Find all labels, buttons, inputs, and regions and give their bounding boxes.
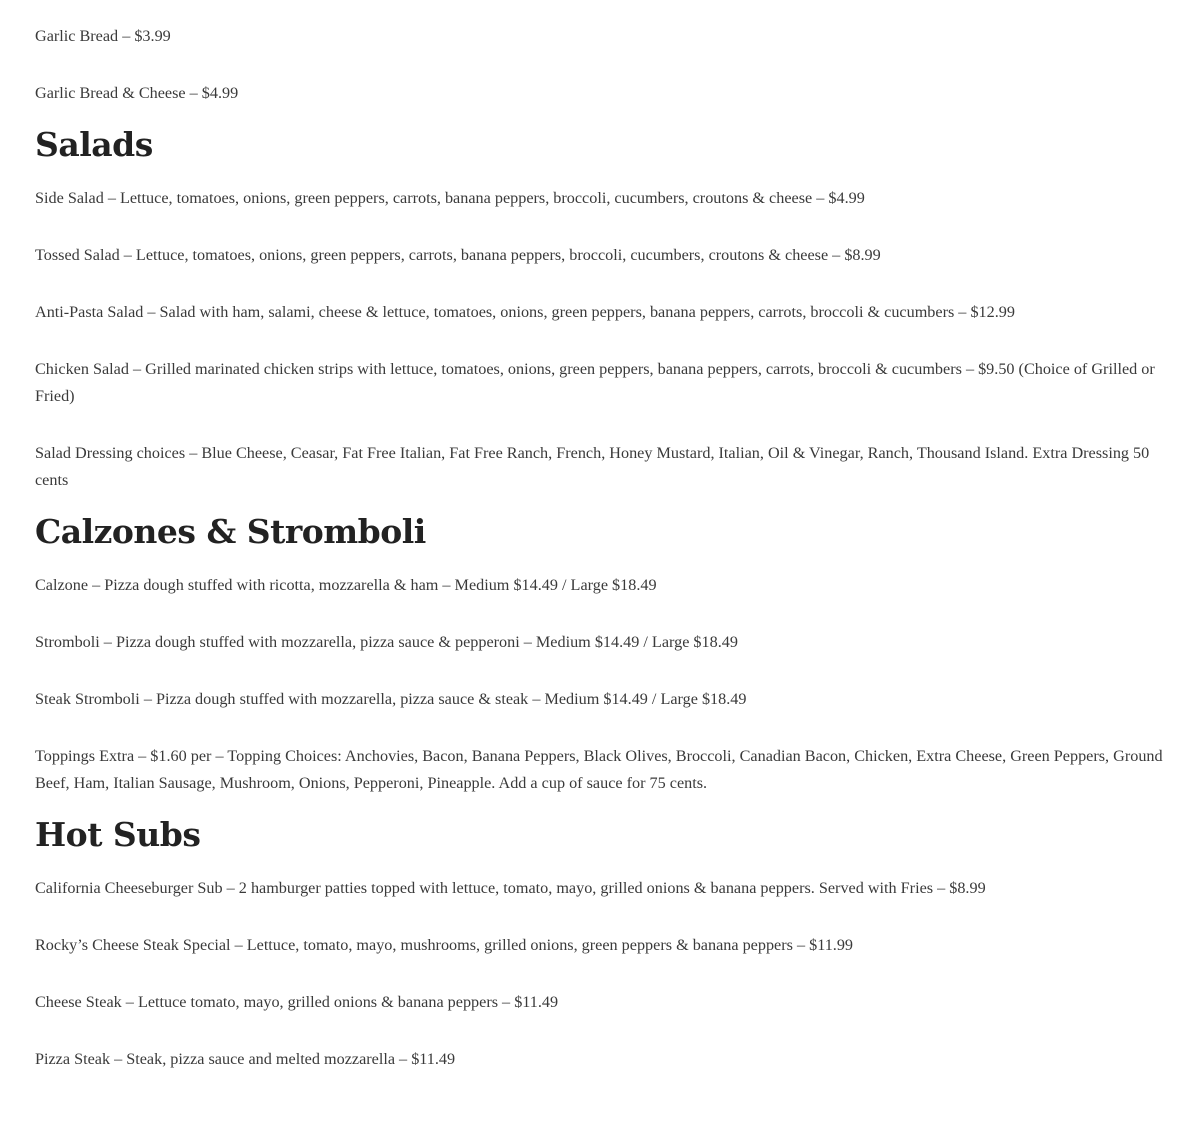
menu-item-pizza-steak: Pizza Steak – Steak, pizza sauce and melted mozzarella – $11.49 [35,1050,456,1068]
menu-item-rockys-cheese-steak-special: Rocky’s Cheese Steak Special – Lettuce, tomato, mayo, mushrooms, grilled onions, green peppers & banana peppers – $11.99 [35,936,854,954]
menu-item-toppings-extra: Toppings Extra – $1.60 per – Topping Choices: Anchovies, Bacon, Banana Peppers, Black Olives, Broccoli, Canadian Bacon, Chicken, Extra Cheese, Green Peppers, Ground Beef, Ham, Italian Sausage, Mushroom, Onions, Pepperoni, Pineapple. Add a cup of sauce for 75 cents. [35,747,1163,792]
menu-item-stromboli: Stromboli – Pizza dough stuffed with mozzarella, pizza sauce & pepperoni – Medium $14.49 / Large $18.49 [35,633,738,651]
menu-item-side-salad: Side Salad – Lettuce, tomatoes, onions, green peppers, carrots, banana peppers, broccoli, cucumbers, croutons & cheese – $4.99 [35,189,865,207]
menu-item-calzone: Calzone – Pizza dough stuffed with ricotta, mozzarella & ham – Medium $14.49 / Large $18.49 [35,576,657,594]
menu-item-steak-stromboli: Steak Stromboli – Pizza dough stuffed with mozzarella, pizza sauce & steak – Medium $14.49 / Large $18.49 [35,690,747,708]
menu-item-california-cheeseburger-sub: California Cheeseburger Sub – 2 hamburger patties topped with lettuce, tomato, mayo, grilled onions & banana peppers. Served with Fries – $8.99 [35,879,986,897]
menu-content [35,0,1170,1103]
menu-item-garlic-bread: Garlic Bread – $3.99 [35,27,171,45]
menu-item-garlic-bread-cheese: Garlic Bread & Cheese – $4.99 [35,84,239,102]
menu-item-chicken-salad: Chicken Salad – Grilled marinated chicken strips with lettuce, tomatoes, onions, green peppers, banana peppers, carrots, broccoli & cucumbers – $9.50 (Choice of Grilled or Fried) [35,360,1155,405]
section-heading-salads: Salads [35,125,153,164]
section-heading-hot-subs: Hot Subs [35,815,201,854]
section-heading-calzones-stromboli: Calzones & Stromboli [35,512,426,551]
menu-item-tossed-salad: Tossed Salad – Lettuce, tomatoes, onions, green peppers, carrots, banana peppers, broccoli, cucumbers, croutons & cheese – $8.99 [35,246,881,264]
menu-item-cheese-steak: Cheese Steak – Lettuce tomato, mayo, grilled onions & banana peppers – $11.49 [35,993,559,1011]
menu-item-salad-dressing: Salad Dressing choices – Blue Cheese, Ceasar, Fat Free Italian, Fat Free Ranch, French, Honey Mustard, Italian, Oil & Vinegar, Ranch, Thousand Island. Extra Dressing 50 cents [35,444,1150,489]
menu-item-anti-pasta-salad: Anti-Pasta Salad – Salad with ham, salami, cheese & lettuce, tomatoes, onions, green peppers, banana peppers, carrots, broccoli & cucumbers – $12.99 [35,303,1015,321]
